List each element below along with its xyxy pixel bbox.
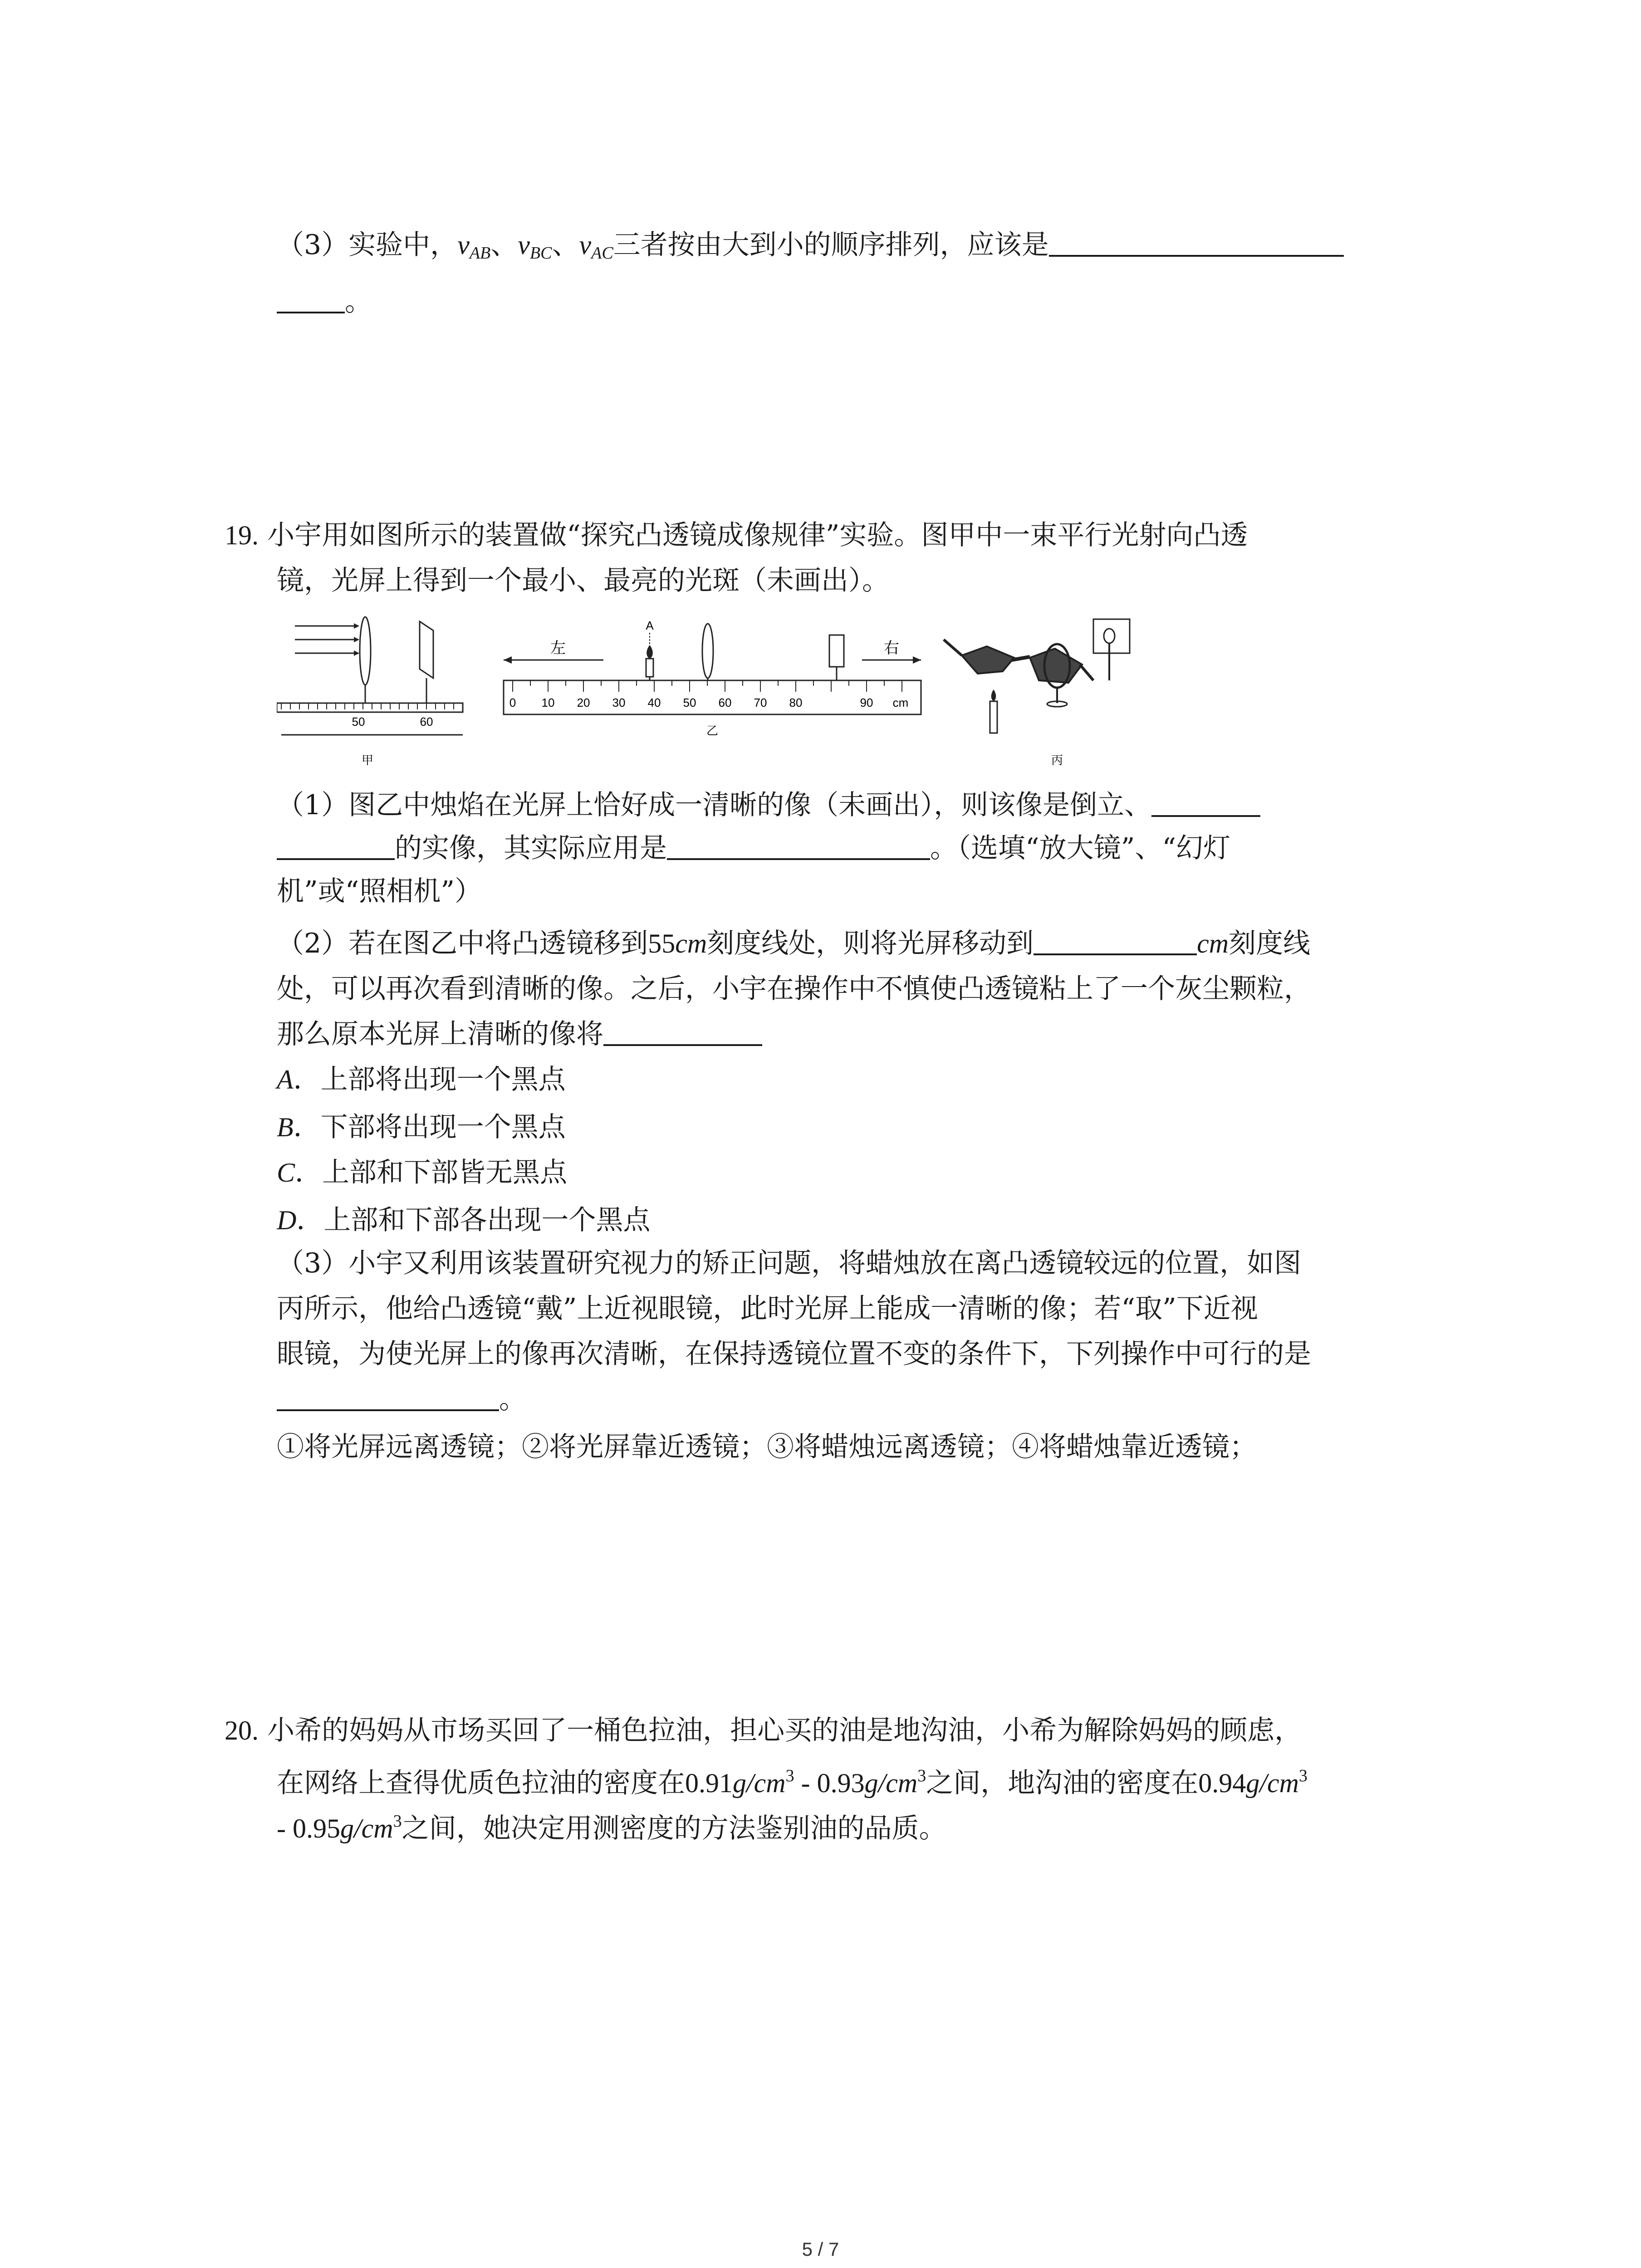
q20-line2: 在网络上查得优质色拉油的密度在$0.91g/cm^3 - 0.93g/cm^3$之间，地沟油的密度在$0.94g/cm^3$ (277, 1766, 1308, 1799)
q19-part1-line3: 机”或“照相机”） (277, 875, 482, 907)
yi-tick-40: 40 (647, 696, 661, 709)
q19-part3-choices: ①将光屏远离透镜；②将光屏靠近透镜；③将蜡烛远离透镜；④将蜡烛靠近透镜； (277, 1431, 1257, 1463)
v-ab: $v_{AB}$ (457, 230, 491, 263)
q20-line1: 20. 小希的妈妈从市场买回了一桶色拉油，担心买的油是地沟油，小希为解除妈妈的顾虑， (225, 1715, 1302, 1746)
page-number: 5 / 7 (802, 2239, 839, 2260)
figure-yi (504, 619, 921, 738)
yi-tick-60: 60 (718, 696, 732, 709)
q19-option-b[interactable]: B．下部将出现一个黑点 (277, 1111, 566, 1143)
q19-option-d[interactable]: D．上部和下部各出现一个黑点 (277, 1204, 651, 1236)
q19-part3-line2: 丙所示，他给凸透镜“戴”上近视眼镜，此时光屏上能成一清晰的像；若“取”下近视 (277, 1293, 1258, 1325)
yi-tick-70: 70 (754, 696, 767, 709)
yi-tick-10: 10 (541, 696, 555, 709)
label-yi: 乙 (706, 724, 719, 738)
figure-jia (277, 617, 463, 767)
yi-tick-80: 80 (789, 696, 803, 709)
answer-blank[interactable] (277, 831, 395, 860)
q19-stem-line1: 19. 小宇用如图所示的装置做“探究凸透镜成像规律”实验。图甲中一束平行光射向凸透 (225, 519, 1248, 551)
yi-tick-50: 50 (683, 696, 696, 709)
q19-part1-line1: （1）图乙中烛焰在光屏上恰好成一清晰的像（未画出），则该像是倒立、 (277, 787, 1260, 823)
answer-blank[interactable] (1151, 788, 1260, 817)
answer-blank[interactable] (667, 831, 930, 860)
label-bing: 丙 (1051, 753, 1063, 767)
question-number: 20. (225, 1716, 259, 1745)
q19-option-a[interactable]: A．上部将出现一个黑点 (277, 1064, 566, 1095)
v-bc: $v_{BC}$ (518, 230, 552, 263)
answer-blank[interactable] (1049, 228, 1344, 257)
label-left: 左 (550, 640, 566, 657)
yi-unit: cm (892, 696, 909, 709)
jia-tick-60: 60 (420, 715, 433, 728)
label-jia: 甲 (361, 753, 374, 767)
jia-ruler-ticks (281, 703, 454, 709)
q19-part3-line4: 。 (277, 1381, 526, 1418)
answer-blank[interactable] (603, 1017, 762, 1046)
q19-part3-line1: （3）小宇又利用该装置研究视力的矫正问题，将蜡烛放在离凸透镜较远的位置，如图 (277, 1247, 1302, 1279)
q19-part1-line2: 的实像，其实际应用是 。（选填“放大镜”、“幻灯 (277, 830, 1230, 866)
yi-tick-0: 0 (509, 696, 516, 709)
question-number: 19. (225, 520, 259, 550)
q19-part2-line2: 处，可以再次看到清晰的像。之后，小宇在操作中不慎使凸透镜粘上了一个灰尘颗粒， (277, 973, 1311, 1005)
answer-blank[interactable] (277, 1382, 499, 1411)
yi-ruler-ticks (513, 680, 902, 692)
figure-bing (944, 619, 1130, 767)
answer-blank[interactable] (277, 284, 345, 313)
q19-part2-line1: （2）若在图乙中将凸透镜移到55cm刻度线处，则将光屏移动到 cm刻度线 (277, 925, 1310, 962)
q20-line3: - $0.95g/cm^3$之间，她决定用测密度的方法鉴别油的品质。 (277, 1812, 946, 1844)
yi-tick-90: 90 (860, 696, 873, 709)
q19-part2-line3: 那么原本光屏上清晰的像将 (277, 1016, 762, 1052)
jia-tick-50: 50 (352, 715, 365, 728)
q19-stem-line2: 镜，光屏上得到一个最小、最亮的光斑（未画出）。 (277, 565, 889, 596)
lens-experiment-figure (277, 612, 1139, 776)
yi-tick-30: 30 (612, 696, 626, 709)
q19-part3-line3: 眼镜，为使光屏上的像再次清晰，在保持透镜位置不变的条件下，下列操作中可行的是 (277, 1338, 1311, 1370)
q18-part3-line2: 。 (277, 284, 372, 320)
q19-option-c[interactable]: C．上部和下部皆无黑点 (277, 1157, 568, 1188)
answer-blank[interactable] (1034, 926, 1197, 955)
q18-part3-line1: （3）实验中，$v_{AB}$、$v_{BC}$、$v_{AC}$三者按由大到小的顺序排列，应该是 (277, 227, 1344, 271)
label-point-a: A (646, 619, 654, 632)
v-ac: $v_{AC}$ (579, 230, 613, 263)
yi-tick-20: 20 (577, 696, 590, 709)
label-right: 右 (884, 640, 899, 657)
